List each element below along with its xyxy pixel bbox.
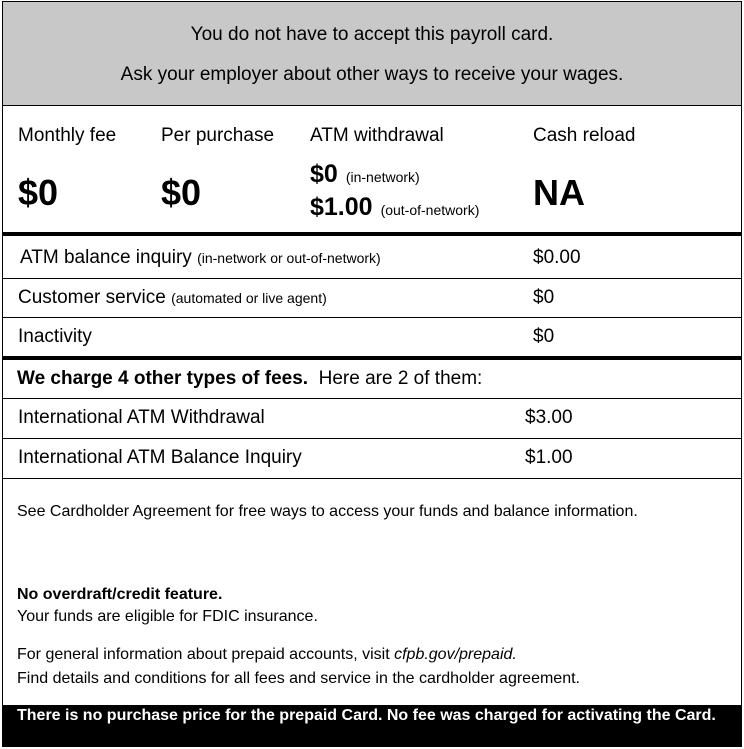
row-label: ATM balance inquiry xyxy=(20,247,192,268)
other-fees-rest: Here are 2 of them: xyxy=(318,368,483,389)
fdic-text: Your funds are eligible for FDIC insurance. xyxy=(17,608,318,625)
atm-in-network-note: (in-network) xyxy=(345,169,420,185)
row-divider xyxy=(3,478,741,479)
monthly-fee-value: $0 xyxy=(18,172,59,213)
atm-out-network-note: (out-of-network) xyxy=(380,202,480,218)
general-info-prefix: For general information about prepaid accounts, visit xyxy=(17,646,395,663)
row-intl-atm-balance-inquiry: International ATM Balance Inquiry xyxy=(18,447,302,468)
per-purchase-value: $0 xyxy=(161,172,202,213)
per-purchase-label: Per purchase xyxy=(161,125,275,146)
cfpb-link[interactable]: cfpb.gov/prepaid. xyxy=(394,646,517,663)
row-note: (automated or live agent) xyxy=(171,290,327,306)
row-label: Customer service xyxy=(18,287,166,308)
row-atm-balance-inquiry xyxy=(20,247,381,269)
payroll-card-fee-disclosure xyxy=(2,1,742,747)
atm-in-network xyxy=(310,160,420,189)
row-value: $0 xyxy=(533,326,555,347)
row-note: (in-network or out-of-network) xyxy=(197,250,381,266)
row-divider xyxy=(3,398,741,399)
header-line-2: Ask your employer about other ways to receive your wages. xyxy=(120,64,624,85)
row-customer-service xyxy=(18,287,327,309)
overdraft-heading: No overdraft/credit feature. xyxy=(17,586,223,603)
row-intl-atm-withdrawal: International ATM Withdrawal xyxy=(18,407,265,428)
row-value: $1.00 xyxy=(525,447,573,468)
row-value: $0.00 xyxy=(533,247,581,268)
details-text: Find details and conditions for all fees and service in the cardholder agreement. xyxy=(17,670,580,687)
atm-withdrawal-label: ATM withdrawal xyxy=(310,125,444,146)
agreement-text: See Cardholder Agreement for free ways to access your funds and balance information. xyxy=(17,503,638,520)
monthly-fee-label: Monthly fee xyxy=(18,125,117,146)
cash-reload-label: Cash reload xyxy=(533,125,636,146)
general-info-text xyxy=(17,644,717,666)
footer-notice: There is no purchase price for the prepaid Card. No fee was charged for activating the Card. xyxy=(3,705,741,746)
row-value: $3.00 xyxy=(525,407,573,428)
row-divider xyxy=(3,317,741,318)
atm-out-network xyxy=(310,193,479,222)
row-label: Inactivity xyxy=(18,326,92,347)
section-divider-thick xyxy=(3,232,741,236)
cash-reload-value: NA xyxy=(533,172,585,213)
row-value: $0 xyxy=(533,287,555,308)
header-banner xyxy=(3,2,741,106)
other-fees-bold: We charge 4 other types of fees. xyxy=(17,368,309,389)
header-line-1: You do not have to accept this payroll card. xyxy=(190,24,554,45)
row-inactivity xyxy=(18,326,92,348)
atm-in-network-value: $0 xyxy=(310,160,338,188)
row-divider xyxy=(3,438,741,439)
row-divider xyxy=(3,278,741,279)
section-divider-thick xyxy=(3,356,741,360)
atm-out-network-value: $1.00 xyxy=(310,193,373,221)
other-fees-heading xyxy=(17,368,482,390)
